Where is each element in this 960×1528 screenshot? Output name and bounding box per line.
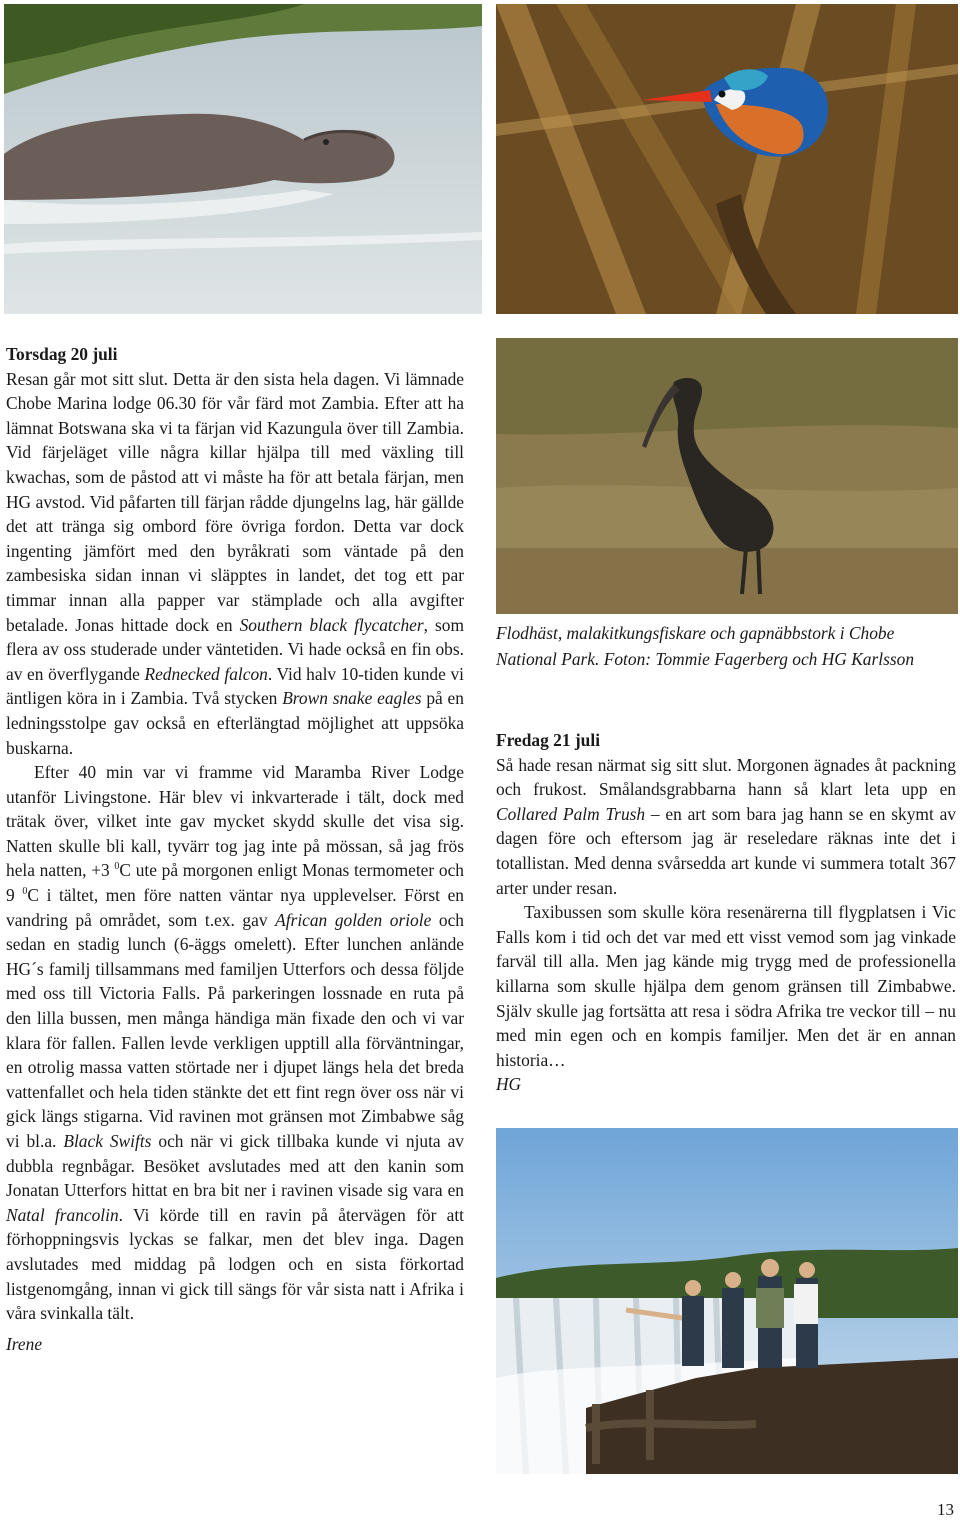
left-column bbox=[6, 342, 464, 1356]
hippo-photo bbox=[4, 4, 482, 314]
photo-caption: Flodhäst, malakitkungsfiskare och gapnäbbstork i Chobe National Park. Foton: Tommie Fagerberg och HG Karlsson bbox=[496, 623, 915, 669]
signature-irene: Irene bbox=[6, 1333, 43, 1354]
superscript: 0 bbox=[22, 886, 28, 898]
species-name: Southern black flycatcher bbox=[239, 614, 424, 635]
species-name: Black Swifts bbox=[63, 1131, 152, 1151]
paragraph: Efter 40 min var vi framme vid Maramba River Lodge utanför Livingstone. Här blev vi inkvarterade i tält, dock med trätak över, vilket inte gav mycket skydd skulle det visa sig. Natten skulle bli kall, tyvärr tog jag inte på mössan, så jag frös hela natten, +3 $^0$C ute på morgonen enligt Monas termometer och 9 $^0$C i tältet, men före natten väntar nya upplevelser. Först en vandring på området, som t.ex. gav African golden oriole och sedan en stadig lunch (6-äggs omelett). Efter lunchen anlände HG´s familj tillsammans med familjen Utterfors och dessa följde med oss till Victoria Falls. På parkeringen lossnade en ruta på den lilla bussen, men många händiga män fixade den och vi var klara för fallen. Fallen levde verkligen upptill alla förväntningar, en otrolig massa vatten störtade ner i djupet längs hela det breda vattenfallet och hela tiden stänkte det ett fint regn över oss när vi gick längs stigarna. Vid ravinen mot gränsen mot Zimbabwe såg vi bl.a. Black Swifts och när vi gick tillbaka kunde vi njuta av dubbla regnbågar. Besöket avslutades med att den kanin som Jonatan Utterfors hittat en bra bit ner i ravinen visade sig vara en Natal francolin. Vi körde till en ravin på återvägen för att förhoppningsvis lyckas se falkar, men det blev inga. Dagen avslutades med middag på lodgen och en sista förkortad listgenomgång, innan vi gick till sängs för vår sista natt i Afrika i våra svinkalla tält. bbox=[6, 762, 465, 1324]
heading-friday: Fredag 21 juli bbox=[496, 730, 601, 750]
signature-hg: HG bbox=[496, 1074, 522, 1095]
superscript: 0 bbox=[114, 861, 120, 873]
victoria-falls-photo bbox=[496, 1128, 958, 1474]
species-name: Rednecked falcon bbox=[144, 663, 268, 684]
openbill-stork-photo bbox=[496, 338, 958, 614]
right-column bbox=[496, 728, 956, 1097]
kingfisher-photo bbox=[496, 4, 958, 314]
paragraph: Resan går mot sitt slut. Detta är den sista hela dagen. Vi lämnade Chobe Marina lodge 06.30 för vår färd mot Zambia. Efter att ha lämnat Botswana ska vi ta färjan vid Kazungula över till Zambia. Vid färjeläget ville några killar hjälpa till med växling till kwachas, som de påstod att vi måste ha för att betala färjan, men HG avstod. Vid påfarten till färjan rådde djungelns lag, här gällde det att tränga sig ombord före övriga fordon. Detta var dock ingenting jämfört med den byråkrati som väntade på den zambesiska sidan innan vi släpptes in landet, det tog ett par timmar innan alla papper var stämplade och alla avgifter betalade. Jonas hittade dock en Southern black flycatcher, som flera av oss studerade under väntetiden. Vi hade också en fin obs. av en överflygande Rednecked falcon. Vid halv 10-tiden kunde vi äntligen köra in i Zambia. Två stycken Brown snake eagles på en ledningsstolpe gav också en efterlängtad möjlighet att uppsöka buskarna. bbox=[6, 368, 465, 758]
species-name: Brown snake eagles bbox=[282, 688, 422, 709]
page-number: 13 bbox=[937, 1500, 954, 1519]
species-name: Natal francolin bbox=[6, 1204, 119, 1225]
heading-thursday: Torsdag 20 juli bbox=[6, 344, 118, 364]
species-name: African golden oriole bbox=[275, 909, 432, 930]
paragraph: Så hade resan närmat sig sitt slut. Morgonen ägnades åt packning och frukost. Smålandsgrabbarna hann så klart leta upp en Collared Palm Trush – en art som bara jag hann se en skymt av dagen före och eftersom jag är reseledare räknas inte det i totallistan. Med denna svårsedda art kunde vi summera totalt 367 arter under resan. bbox=[496, 754, 956, 898]
paragraph: Taxibussen som skulle köra resenärerna till flygplatsen i Vic Falls kom i tid och det var med ett visst vemod som jag vinkade farväl till alla. Men jag kände mig trygg med de professionella killarna som skulle hjälpa dem genom gränsen till Zimbabwe. Själv skulle jag fortsätta att resa i södra Afrika tre veckor till – nu med min egen och en kompis familjer. Men det är en annan historia… bbox=[496, 902, 956, 1070]
species-name: Collared Palm Trush bbox=[496, 803, 646, 824]
